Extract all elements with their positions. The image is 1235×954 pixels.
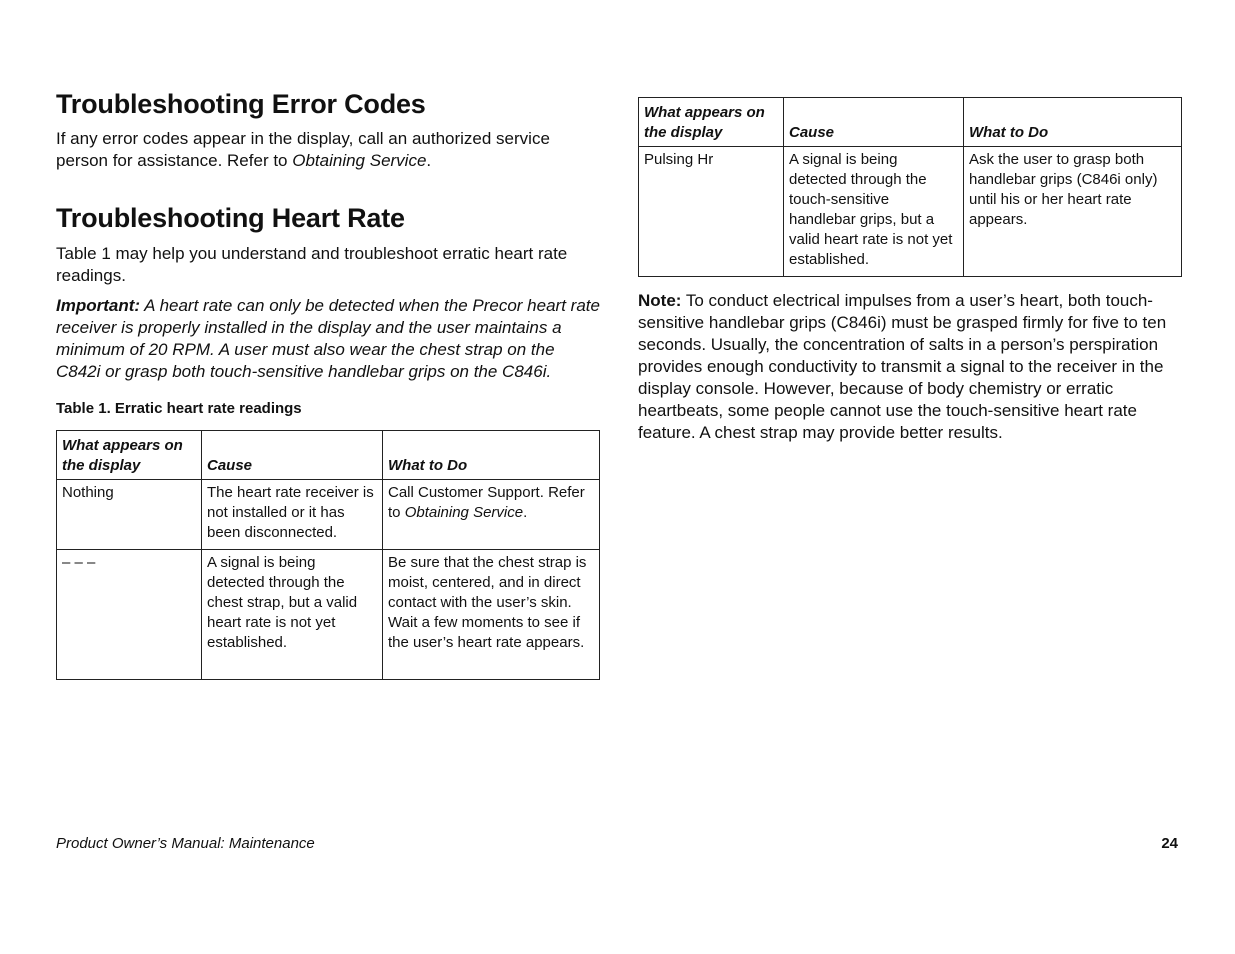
cell-cause: The heart rate receiver is not installed or it has been disconnected. — [202, 479, 383, 549]
obtaining-service-ref: Obtaining Service — [292, 151, 427, 171]
todo-text: Call Customer Support. Refer to — [388, 483, 585, 521]
error-codes-paragraph — [56, 128, 600, 172]
cell-todo — [383, 479, 600, 549]
cell-todo: Ask the user to grasp both handlebar grips (C846i only) until his or her heart rate appears. — [964, 147, 1182, 277]
heart-rate-table-part1 — [56, 430, 600, 680]
cell-display: Nothing — [57, 479, 202, 549]
header-todo: What to Do — [383, 430, 600, 479]
header-cause: Cause — [202, 430, 383, 479]
heading-error-codes: Troubleshooting Error Codes — [56, 89, 426, 119]
heading-heart-rate: Troubleshooting Heart Rate — [56, 203, 405, 234]
important-text: A heart rate can only be detected when the Precor heart rate receiver is properly installed in the display and the user maintains a minimum of 20 RPM. A user must also wear the chest strap on the C842i or grasp both touch-sensitive handlebar grips on the C846i. — [56, 295, 600, 381]
note-label: Note: — [638, 291, 682, 310]
cell-todo: Be sure that the chest strap is moist, centered, and in direct contact with the user’s skin. Wait a few moments to see if the user’s heart rate appears. — [383, 549, 600, 679]
cell-display: Pulsing Hr — [639, 147, 784, 277]
header-todo: What to Do — [964, 98, 1182, 147]
obtaining-service-ref: Obtaining Service — [404, 503, 524, 521]
page-number: 24 — [1161, 835, 1178, 852]
table-row — [639, 147, 1182, 277]
table-header-row — [57, 430, 600, 479]
table-header-row — [639, 98, 1182, 147]
left-column — [56, 88, 600, 680]
note-paragraph — [638, 290, 1182, 444]
important-paragraph — [56, 295, 600, 383]
error-codes-period: . — [426, 151, 432, 171]
error-codes-text: If any error codes appear in the display, call an authorized service person for assistance. Refer to — [56, 129, 550, 171]
table-row — [57, 549, 600, 679]
header-display: What appears on the display — [57, 430, 202, 479]
heart-rate-intro: Table 1 may help you understand and troubleshoot erratic heart rate readings. — [56, 243, 568, 285]
important-label: Important: — [56, 295, 141, 315]
cell-display: – – – — [57, 549, 202, 679]
right-column — [638, 97, 1182, 444]
cell-cause: A signal is being detected through the touch-sensitive handlebar grips, but a valid heart rate is not yet established. — [784, 147, 964, 277]
header-cause: Cause — [784, 98, 964, 147]
table-caption: Table 1. Erratic heart rate readings — [56, 399, 302, 417]
heart-rate-table-part2 — [638, 97, 1182, 277]
cell-cause: A signal is being detected through the chest strap, but a valid heart rate is not yet established. — [202, 549, 383, 679]
note-text: To conduct electrical impulses from a user’s heart, both touch-sensitive handlebar grips (C846i) must be grasped firmly for five to ten seconds. Usually, the concentration of salts in a person’s perspiration provides enough conductivity to transmit a signal to the receiver in the display console. However, because of body chemistry or erratic heartbeats, some people cannot use the touch-sensitive heart rate feature. A chest strap may provide better results. — [638, 291, 1167, 442]
table-row — [57, 479, 600, 549]
header-display: What appears on the display — [639, 98, 784, 147]
todo-period: . — [523, 503, 528, 521]
footer-manual-title: Product Owner’s Manual: Maintenance — [56, 835, 315, 852]
